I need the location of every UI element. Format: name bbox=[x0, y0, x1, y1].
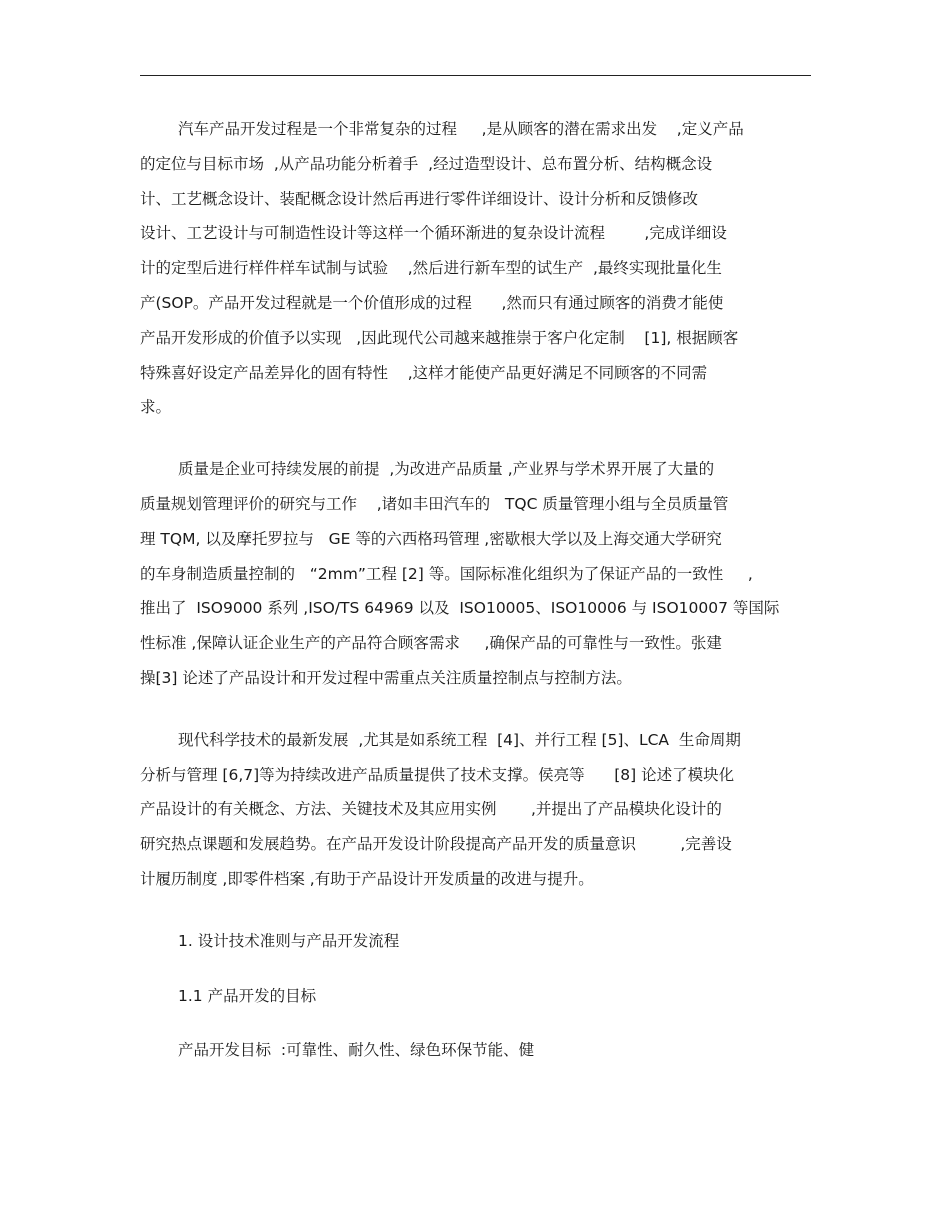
paragraph-line: 理 TQM, 以及摩托罗拉与 GE 等的六西格玛管理 ,密歇根大学以及上海交通大学研究 bbox=[140, 529, 722, 548]
paragraph-line: 性标准 ,保障认证企业生产的产品符合顾客需求 ,确保产品的可靠性与一致性。张建 bbox=[140, 634, 722, 653]
paragraph-line: 质量规划管理评价的研究与工作 ,诸如丰田汽车的 TQC 质量管理小组与全员质量管 bbox=[140, 494, 729, 513]
paragraph-line: 的定位与目标市场 ,从产品功能分析着手 ,经过造型设计、总布置分析、结构概念设 bbox=[140, 154, 713, 173]
paragraph-line: 质量是企业可持续发展的前提 ,为改进产品质量 ,产业界与学术界开展了大量的 bbox=[178, 460, 715, 479]
paragraph-line: 现代科学技术的最新发展 ,尤其是如系统工程 [4]、并行工程 [5]、LCA 生命周期 bbox=[178, 730, 741, 749]
paragraph-line: 推出了 ISO9000 系列 ,ISO/TS 64969 以及 ISO10005、ISO10006 与 ISO10007 等国际 bbox=[140, 599, 780, 618]
paragraph-line: 分析与管理 [6,7]等为持续改进产品质量提供了技术支撑。侯亮等 [8] 论述了模块化 bbox=[140, 765, 735, 784]
document-body bbox=[140, 112, 811, 1068]
paragraph-1 bbox=[140, 112, 811, 425]
section-heading: 1. 设计技术准则与产品开发流程 bbox=[178, 931, 400, 950]
paragraph-line: 产(SOP。产品开发过程就是一个价值形成的过程 ,然而只有通过顾客的消费才能使 bbox=[140, 293, 724, 312]
paragraph-3 bbox=[140, 723, 811, 897]
paragraph-line: 特殊喜好设定产品差异化的固有特性 ,这样才能使产品更好满足不同顾客的不同需 bbox=[140, 363, 708, 382]
paragraph-line: 的车身制造质量控制的 “2mm”工程 [2] 等。国际标准化组织为了保证产品的一致性 , bbox=[140, 564, 753, 583]
paragraph-line: 求。 bbox=[140, 398, 172, 417]
paragraph-line: 操[3] 论述了产品设计和开发过程中需重点关注质量控制点与控制方法。 bbox=[140, 668, 632, 687]
paragraph-line: 产品设计的有关概念、方法、关键技术及其应用实例 ,并提出了产品模块化设计的 bbox=[140, 800, 722, 819]
header-rule bbox=[140, 75, 811, 76]
paragraph-line: 设计、工艺设计与可制造性设计等这样一个循环渐进的复杂设计流程 ,完成详细设 bbox=[140, 224, 727, 243]
paragraph-line: 计的定型后进行样件样车试制与试验 ,然后进行新车型的试生产 ,最终实现批量化生 bbox=[140, 259, 722, 278]
paragraph-line: 计、工艺概念设计、装配概念设计然后再进行零件详细设计、设计分析和反馈修改 bbox=[140, 189, 699, 208]
paragraph-4: 产品开发目标 :可靠性、耐久性、绿色环保节能、健 bbox=[178, 1041, 535, 1060]
subsection-heading: 1.1 产品开发的目标 bbox=[178, 986, 317, 1005]
paragraph-line: 汽车产品开发过程是一个非常复杂的过程 ,是从顾客的潜在需求出发 ,定义产品 bbox=[178, 120, 744, 138]
paragraph-2 bbox=[140, 452, 811, 696]
paragraph-line: 研究热点课题和发展趋势。在产品开发设计阶段提高产品开发的质量意识 ,完善设 bbox=[140, 835, 732, 854]
paragraph-line: 计履历制度 ,即零件档案 ,有助于产品设计开发质量的改进与提升。 bbox=[140, 869, 594, 888]
paragraph-line: 产品开发形成的价值予以实现 ,因此现代公司越来越推崇于客户化定制 [1], 根据顾客 bbox=[140, 328, 739, 347]
